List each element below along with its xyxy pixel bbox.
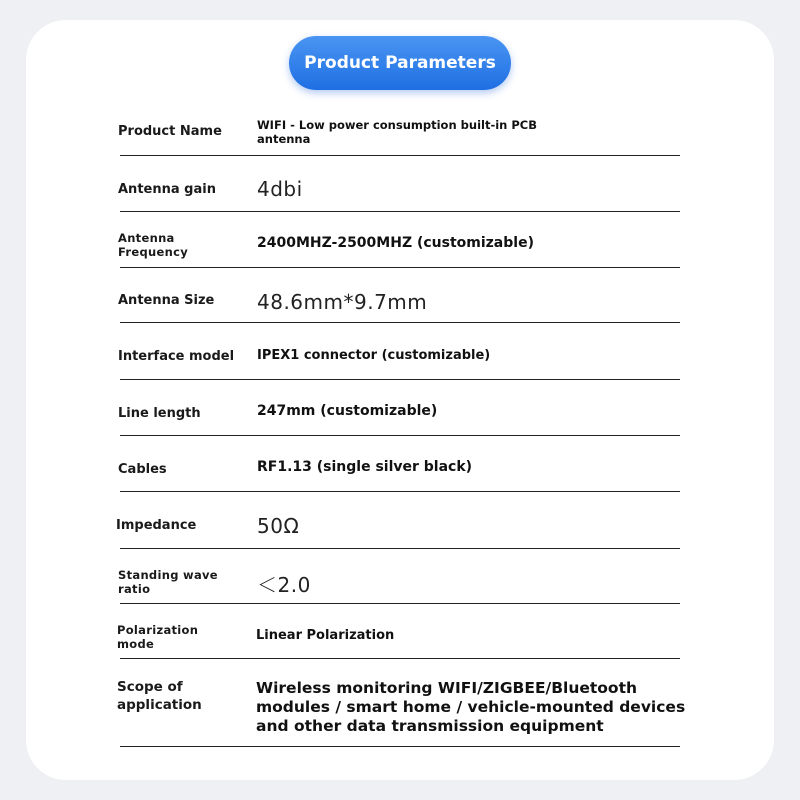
row-divider bbox=[120, 491, 680, 492]
param-value: Linear Polarization bbox=[256, 628, 395, 643]
param-label: Antenna Frequency bbox=[118, 231, 189, 259]
param-value: 2400MHZ-2500MHZ (customizable) bbox=[257, 235, 534, 251]
param-label: Polarization mode bbox=[117, 623, 199, 651]
param-value: IPEX1 connector (customizable) bbox=[257, 348, 491, 363]
param-label: Product Name bbox=[118, 124, 222, 139]
param-value: WIFI - Low power consumption built-in PCB antenna bbox=[257, 118, 537, 146]
row-divider bbox=[120, 746, 680, 747]
param-label: Antenna gain bbox=[118, 182, 216, 197]
param-value: 4dbi bbox=[257, 177, 303, 201]
param-label: Line length bbox=[118, 406, 201, 421]
row-divider bbox=[120, 603, 680, 604]
param-label: Impedance bbox=[116, 518, 197, 533]
page-title: Product Parameters bbox=[289, 36, 511, 90]
row-divider bbox=[120, 658, 680, 659]
row-divider bbox=[120, 379, 680, 380]
param-value: 50Ω bbox=[257, 514, 300, 538]
param-label: Standing wave ratio bbox=[118, 568, 218, 596]
row-divider bbox=[120, 211, 680, 212]
param-value: Wireless monitoring WIFI/ZIGBEE/Bluetooth modules / smart home / vehicle-mounted devices and other data transmission equipment bbox=[256, 679, 686, 735]
param-value: RF1.13 (single silver black) bbox=[257, 459, 473, 475]
row-divider bbox=[120, 548, 680, 549]
row-divider bbox=[120, 435, 680, 436]
param-label: Scope of application bbox=[117, 679, 202, 713]
param-label: Cables bbox=[118, 462, 167, 477]
param-value: ＜2.0 bbox=[257, 573, 311, 597]
row-divider bbox=[120, 267, 680, 268]
row-divider bbox=[120, 322, 680, 323]
param-value: 247mm (customizable) bbox=[257, 403, 438, 419]
row-divider bbox=[120, 155, 680, 156]
param-value: 48.6mm*9.7mm bbox=[257, 290, 428, 314]
param-label: Antenna Size bbox=[118, 293, 215, 308]
param-label: Interface model bbox=[118, 349, 235, 364]
